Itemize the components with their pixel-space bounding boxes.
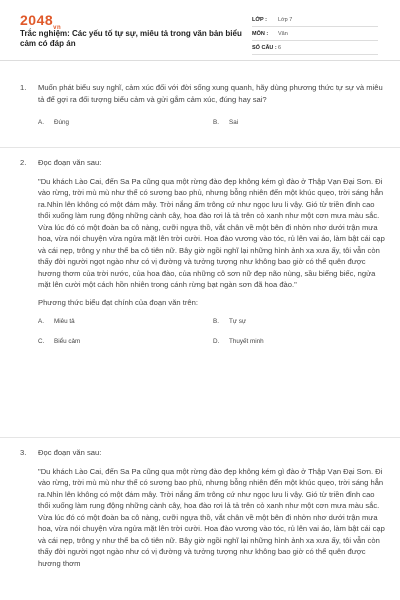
reading-passage: "Du khách Lào Cai, đến Sa Pa cũng qua một rừng đào đẹp không kém gì đào ở Thập Vạn Đại Sơn. Đi vào rừng, trời mù mù như thể có sương bao phủ, nhưng bỗng nhiên đến một khúc quẹo, trời sáng hẳn ra.Nhìn lên không có một đám mây. Trời nắng ấm trông cứ như ngọc lưu li vậy. Gió từ triền đỉnh cao thổi xuống làm rung động những cành cây, hoa đào rơi lả tả trên cỏ xanh như một cơn mưa màu sắc. Vừa lúc đó có một đoàn ba cô nàng, cưỡi ngựa thồ, vắt chân về một bên đi nhởn nhơ dưới trận mưa hoa, vừa nói chuyện vừa ngửa mặt lên trời cười. Hoa đào vương vào tóc, rủ lên vai áo, làm bật cái cạp và cái nẹp, trông y như thể ba cô tiên nữ. Bây giờ ngồi nghĩ lại những hình ảnh xa xưa ấy, tôi vẫn còn thấy đời người ngọt ngào như có vị đường và tưởng tượng như không bao giờ có thể quên được hương thơm <box>38 466 385 568</box>
option-text: Biểu cảm <box>54 337 81 345</box>
option-key: C. <box>38 337 45 345</box>
answer-options <box>38 117 388 129</box>
question-intro: Đọc đoạn văn sau: <box>38 448 102 457</box>
option-d[interactable] <box>213 336 388 348</box>
reading-passage: "Du khách Lào Cai, đến Sa Pa cũng qua một rừng đào đẹp không kém gì đào ở Thập Vạn Đại Sơn. Đi vào rừng, trời mù mù như thể có sương bao phủ, nhưng bỗng nhiên đến một khúc quẹo, trời sáng hẳn ra.Nhìn lên không có một đám mây. Trời nắng ấm trông cứ như ngọc lưu li vậy. Gió từ triền đỉnh cao thổi xuống làm rung động những cành cây, hoa đào rơi lả tả trên cỏ xanh như một cơn mưa màu sắc. Vừa lúc đó có một đoàn ba cô nàng, cưỡi ngựa thồ, vắt chân về một bên đi nhởn nhơ dưới trận mưa hoa, vừa nói chuyện vừa ngửa mặt lên trời cười. Hoa đào vương vào tóc, rủ lên vai áo, làm bật cái cạp và cái nẹp, trông y như thể ba cô tiên nữ. Bây giờ ngồi nghĩ lại những hình ảnh xa xưa ấy, tôi vẫn còn thấy đời người ngọt ngào như có vị đường và tưởng tượng như không bao giờ có thể quên được hương thơm của trời nước, của hoa đào, của những cô sơn nữ đẹp não nùng, sầu biếng biếc, ngửa mặt lên cười một cách hồn nhiên trong cánh rừng bạt ngàn sơn đã hoa đào." <box>38 176 385 289</box>
question-number: 2. <box>20 158 27 167</box>
meta-label: MÔN : <box>252 30 269 37</box>
question-divider <box>0 147 400 148</box>
question-number: 3. <box>20 448 27 457</box>
option-text: Miêu tả <box>54 318 75 325</box>
question-number: 1. <box>20 83 27 92</box>
quiz-title: Trắc nghiệm: Các yếu tố tự sự, miêu tả trong văn bản biểu cảm có đáp án <box>20 29 242 48</box>
page-header <box>0 0 400 61</box>
meta-label: LỚP : <box>252 16 267 23</box>
option-c[interactable] <box>38 336 213 348</box>
meta-row-count <box>252 41 378 55</box>
option-b[interactable] <box>213 316 388 328</box>
option-text: Tự sự <box>229 318 247 325</box>
option-key: A. <box>38 318 44 325</box>
question-text: Muốn phát biểu suy nghĩ, cảm xúc đối với đời sống xung quanh, hãy dùng phương thức tự sự và miêu tả để gợi ra đối tượng biểu cảm và gửi gắm cảm xúc, đúng hay sai? <box>38 83 383 104</box>
logo-text: 2048 <box>20 12 54 28</box>
question-divider <box>0 437 400 438</box>
meta-row-subject <box>252 27 378 41</box>
question-stem: Phương thức biểu đạt chính của đoạn văn trên: <box>38 297 198 307</box>
option-key: A. <box>38 119 44 126</box>
option-b[interactable] <box>213 117 388 129</box>
question-intro: Đọc đoạn văn sau: <box>38 158 102 167</box>
site-logo[interactable] <box>20 12 61 31</box>
question-3 <box>20 447 388 569</box>
option-text: Thuyết minh <box>229 337 264 345</box>
option-key: B. <box>213 119 219 126</box>
logo-suffix: vn <box>53 24 62 31</box>
question-1 <box>20 82 388 129</box>
question-2 <box>20 157 388 347</box>
meta-label: SỐ CÂU : <box>252 44 277 51</box>
answer-options <box>38 316 388 347</box>
option-a[interactable] <box>38 117 213 129</box>
meta-value: Lớp 7 <box>278 16 293 23</box>
meta-value: Văn <box>278 30 288 37</box>
quiz-meta <box>252 13 378 55</box>
meta-row-class <box>252 13 378 27</box>
option-a[interactable] <box>38 316 213 328</box>
meta-value: 6 <box>278 44 282 51</box>
option-text: Sai <box>229 119 239 126</box>
option-key: B. <box>213 318 219 325</box>
option-key: D. <box>213 337 220 345</box>
option-text: Đúng <box>54 119 70 126</box>
